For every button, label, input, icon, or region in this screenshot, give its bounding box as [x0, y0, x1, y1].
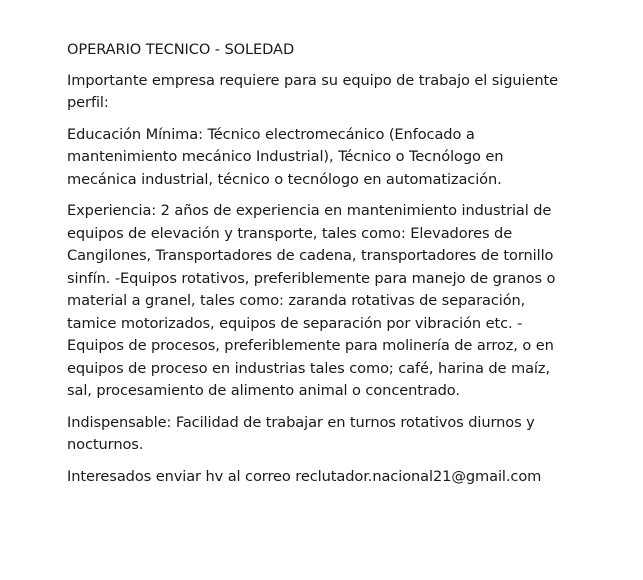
intro-paragraph: Importante empresa requiere para su equipo de trabajo el siguiente perfil: [67, 71, 559, 111]
education-paragraph: Educación Mínima: Técnico electromecánico (Enfocado a mantenimiento mecánico Industrial), Técnico o Tecnólogo en mecánica industrial, técnico o tecnólogo en automatización. [67, 125, 504, 188]
experience-paragraph: Experiencia: 2 años de experiencia en mantenimiento industrial de equipos de elevación y transporte, tales como: Elevadores de Cangilones, Transportadores de cadena, transportadores de tornillo sinfín. -Equipos rotativos, preferiblemente para manejo de granos o material a granel, tales como: zaranda rotativas de separación, tamice motorizados, equipos de separación por vibración etc. -Equipos de procesos, preferiblemente para molinería de arroz, o en equipos de proceso en industrias tales como; café, harina de maíz, sal, procesamiento de alimento animal o concentrado. [67, 202, 556, 399]
requirements-paragraph: Indispensable: Facilidad de trabajar en turnos rotativos diurnos y nocturnos. [67, 413, 535, 453]
job-title: OPERARIO TECNICO - SOLEDAD [67, 41, 295, 58]
contact-paragraph: Interesados enviar hv al correo reclutador.nacional21@gmail.com [67, 467, 542, 485]
job-posting-document [67, 39, 567, 497]
